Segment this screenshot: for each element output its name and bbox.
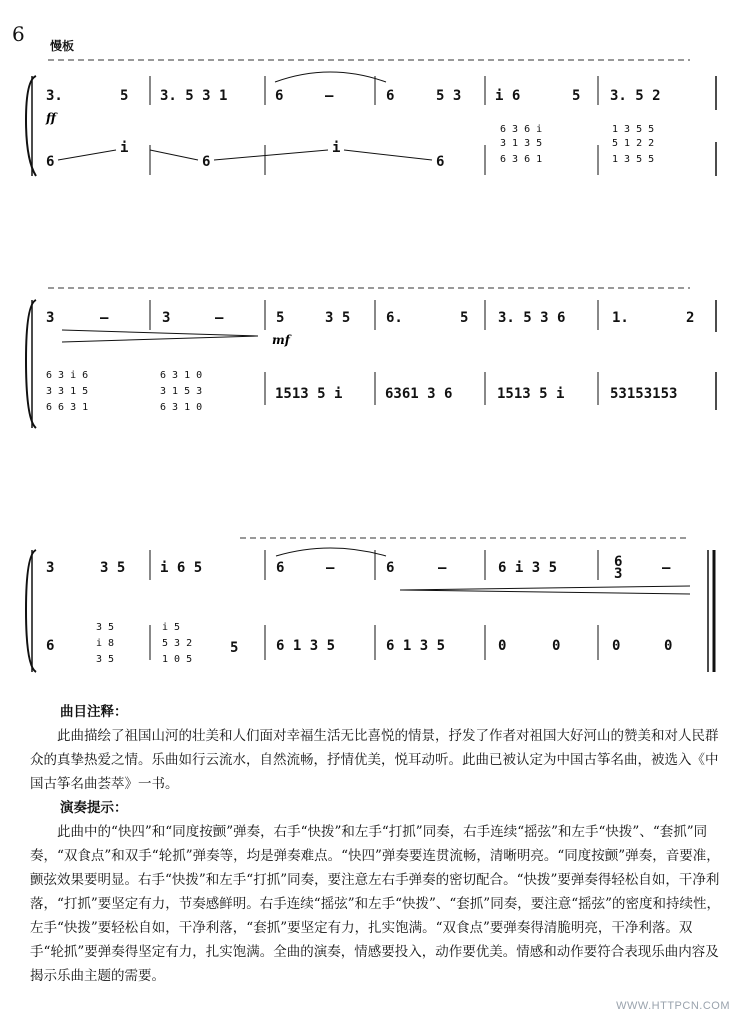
system-3 <box>26 548 714 672</box>
svg-text:i 6: i 6 <box>495 88 521 104</box>
svg-text:6 3 6 1: 6 3 6 1 <box>500 154 543 165</box>
svg-text:3. 5 3 6: 3. 5 3 6 <box>498 310 566 326</box>
svg-text:1 3 5 5: 1 3 5 5 <box>612 154 655 165</box>
page-number: 6 <box>12 22 25 46</box>
svg-text:1.: 1. <box>612 310 629 326</box>
svg-text:0: 0 <box>552 638 561 654</box>
svg-text:5: 5 <box>572 88 581 104</box>
svg-text:3 5: 3 5 <box>96 654 115 665</box>
glide-arrow <box>344 150 432 160</box>
svg-text:5: 5 <box>230 640 239 656</box>
glide-arrow <box>58 150 116 160</box>
decrescendo-hairpin <box>400 590 690 594</box>
system-brace <box>26 550 36 672</box>
system-2 <box>26 300 716 428</box>
tie <box>276 548 386 556</box>
lower-notes <box>46 124 654 170</box>
svg-text:1513 5 i: 1513 5 i <box>275 386 343 402</box>
svg-text:i 8: i 8 <box>96 638 115 649</box>
tie <box>275 72 386 82</box>
svg-text:0: 0 <box>498 638 507 654</box>
svg-text:5 1 2 2: 5 1 2 2 <box>612 138 655 149</box>
svg-text:6: 6 <box>386 88 395 104</box>
system-brace <box>26 76 36 176</box>
svg-text:3. 5 3 1: 3. 5 3 1 <box>160 88 228 104</box>
svg-text:6361 3 6: 6361 3 6 <box>385 386 453 402</box>
glide-arrow <box>150 150 198 160</box>
svg-text:3 1 3 5: 3 1 3 5 <box>500 138 543 149</box>
svg-text:3: 3 <box>162 310 171 326</box>
svg-text:3 5: 3 5 <box>325 310 351 326</box>
svg-text:6 3 1 0: 6 3 1 0 <box>160 402 203 413</box>
tempo-mark: 慢板 <box>50 39 75 53</box>
svg-text:6 1 3 5: 6 1 3 5 <box>276 638 336 654</box>
crescendo-hairpin <box>62 330 258 336</box>
svg-text:1513 5 i: 1513 5 i <box>497 386 565 402</box>
svg-text:6: 6 <box>46 638 55 654</box>
svg-text:i 5: i 5 <box>162 622 181 633</box>
upper-notes <box>46 310 694 342</box>
svg-text:5 3: 5 3 <box>436 88 462 104</box>
svg-text:3: 3 <box>46 560 55 576</box>
svg-text:53153153: 53153153 <box>610 386 678 402</box>
decrescendo-hairpin <box>400 586 690 590</box>
crescendo-hairpin <box>62 336 258 342</box>
svg-text:5: 5 <box>120 88 129 104</box>
svg-text:3. 5 2: 3. 5 2 <box>610 88 661 104</box>
svg-text:5: 5 <box>460 310 469 326</box>
svg-text:1 0 5: 1 0 5 <box>162 654 193 665</box>
svg-text:6: 6 <box>275 88 284 104</box>
svg-text:6: 6 <box>436 154 445 170</box>
svg-text:i: i <box>332 140 341 156</box>
upper-notes <box>46 72 661 104</box>
svg-text:6 3 6 i: 6 3 6 i <box>500 124 543 135</box>
svg-text:3 5: 3 5 <box>96 622 115 633</box>
system-1 <box>26 72 716 176</box>
lower-notes <box>46 622 672 665</box>
upper-notes <box>46 548 690 594</box>
svg-text:5: 5 <box>276 310 285 326</box>
notes-title: 曲目注释： <box>60 704 128 720</box>
tips-paragraph: 此曲中的“快四”和“同度按颤”弹奏，右手“快拨”和左手“打抓”同奏，右手连续“摇弦”和左手“快拨”、“套抓”同奏，“双食点”和双手“轮抓”弹奏等，均是弹奏难点。“快四”弹奏要连贯流畅，清晰明亮。“同度按颤”弹奏，音要准，颤弦效果要明显。右手“快拨”和左手“打抓”同奏，要注意左右手弹奏的密切配合。“快拨”要弹奏得轻松自如，干净利落，“打抓”要坚定有力，节奏感鲜明。右手连续“摇弦”和左手“快拨”、“套抓”同奏，要注意“摇弦”的密度和持续性，左手“快拨”要轻松自如，干净利落，“套抓”要坚定有力，扎实饱满。“双食点”要弹奏得清脆明亮，干净利落。双手“轮抓”要弹奏得坚定有力，扎实饱满。全曲的演奏，情感要投入，动作要优美。情感和动作要符合表现乐曲内容及揭示乐曲主题的需要。 <box>30 824 721 984</box>
svg-text:3 1 5 3: 3 1 5 3 <box>160 386 203 397</box>
svg-text:6: 6 <box>276 560 285 576</box>
notes-paragraph: 此曲描绘了祖国山河的壮美和人们面对幸福生活无比喜悦的情景，抒发了作者对祖国大好河山的赞美和对人民群众的真挚热爱之情。乐曲如行云流水，自然流畅，抒情优美，悦耳动听。此曲已被认定为中国古筝名曲，被选入《中国古筝名曲荟萃》一书。 <box>30 728 719 792</box>
svg-text:6: 6 <box>46 154 55 170</box>
svg-text:i: i <box>120 140 129 156</box>
svg-text:0: 0 <box>664 638 673 654</box>
glide-arrow <box>214 150 328 160</box>
svg-text:–: – <box>326 560 335 576</box>
svg-text:i 6 5: i 6 5 <box>160 560 203 576</box>
svg-text:1 3 5 5: 1 3 5 5 <box>612 124 655 135</box>
watermark: WWW.HTTPCN.COM <box>616 1000 730 1012</box>
svg-text:6: 6 <box>386 560 395 576</box>
svg-text:3 5: 3 5 <box>100 560 126 576</box>
svg-text:6 3 i 6: 6 3 i 6 <box>46 370 89 381</box>
svg-text:–: – <box>662 560 671 576</box>
svg-text:3: 3 <box>46 310 55 326</box>
svg-text:–: – <box>100 310 109 326</box>
svg-text:6: 6 <box>202 154 211 170</box>
system-brace <box>26 300 36 428</box>
svg-text:0: 0 <box>612 638 621 654</box>
svg-text:6 i 3 5: 6 i 3 5 <box>498 560 558 576</box>
svg-text:5 3 2: 5 3 2 <box>162 638 193 649</box>
svg-text:6: 6 <box>614 554 623 570</box>
svg-text:3 3 1 5: 3 3 1 5 <box>46 386 89 397</box>
annotation-section <box>30 700 720 988</box>
svg-text:3: 3 <box>614 566 623 582</box>
lower-notes <box>46 370 677 413</box>
svg-text:6 3 1 0: 6 3 1 0 <box>160 370 203 381</box>
dynamic-mf: mf <box>272 333 290 347</box>
svg-text:2: 2 <box>686 310 695 326</box>
svg-text:6 1 3 5: 6 1 3 5 <box>386 638 446 654</box>
svg-text:–: – <box>215 310 224 326</box>
tips-title: 演奏提示： <box>60 800 128 816</box>
dynamic-ff: ff <box>46 111 56 125</box>
svg-text:3.: 3. <box>46 88 63 104</box>
svg-text:6.: 6. <box>386 310 403 326</box>
svg-text:–: – <box>438 560 447 576</box>
svg-text:–: – <box>325 88 334 104</box>
svg-text:6 6 3 1: 6 6 3 1 <box>46 402 89 413</box>
